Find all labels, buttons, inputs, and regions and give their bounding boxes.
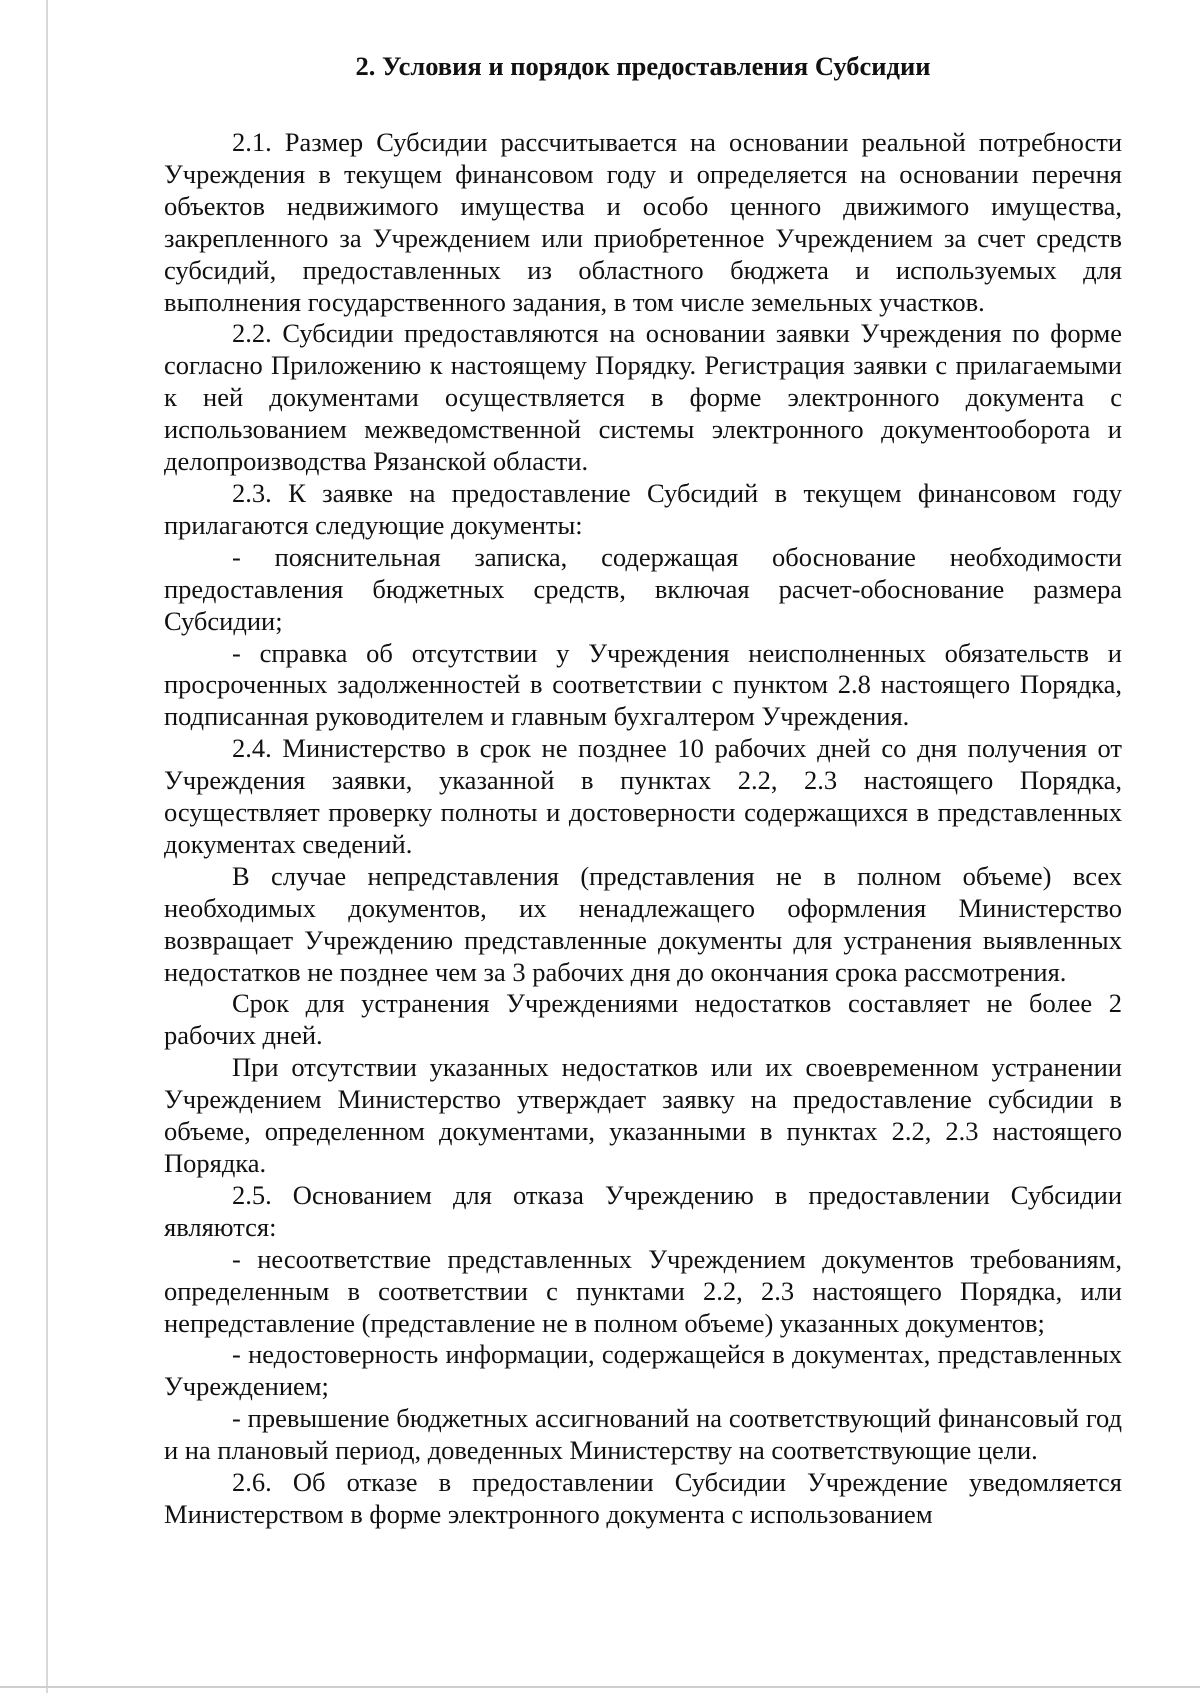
paragraph-approval: При отсутствии указанных недостатков или их своевременном устранении Учреждением Министерство утверждает заявку на предоставление субсидии в объеме, определенном документами, указанными в пунктах 2.2, 2.3 настоящего Порядка. <box>164 1052 1122 1178</box>
paragraph-2-6: 2.6. Об отказе в предоставлении Субсидии Учреждение уведомляется Министерством в форме электронного документа с использованием <box>164 1467 1122 1529</box>
paragraph-2-2: 2.2. Субсидии предоставляются на основании заявки Учреждения по форме согласно Приложению к настоящему Порядку. Регистрация заявки с прилагаемыми к ней документами осуществляется в форме электронного документа с использованием межведомственной системы электронного документооборота и делопроизводства Рязанской области. <box>164 318 1122 477</box>
list-item-non-compliance: - несоответствие представленных Учреждением документов требованиям, определенным в соответствии с пунктами 2.2, 2.3 настоящего Порядка, или непредставление (представление не в полном объеме) указанных документов; <box>164 1243 1122 1338</box>
scan-edge-left <box>46 0 48 1693</box>
list-item-explanatory-note: - пояснительная записка, содержащая обоснование необходимости предоставления бюджетных средств, включая расчет-обоснование размера Субсидии; <box>164 541 1122 636</box>
document-content <box>164 50 1122 1531</box>
list-item-unreliable-info: - недостоверность информации, содержащейся в документах, представленных Учреждением; <box>164 1339 1122 1402</box>
list-item-certificate: - справка об отсутствии у Учреждения неисполненных обязательств и просроченных задолженностей в соответствии с пунктом 2.8 настоящего Порядка, подписанная руководителем и главным бухгалтером Учреждения. <box>164 637 1122 732</box>
paragraph-2-1: 2.1. Размер Субсидии рассчитывается на основании реальной потребности Учреждения в текущем финансовом году и определяется на основании перечня объектов недвижимого имущества и особо ценного движимого имущества, закрепленного за Учреждением или приобретенное Учреждением за счет средств субсидий, предоставленных из областного бюджета и используемых для выполнения государственного задания, в том числе земельных участков. <box>164 127 1122 317</box>
list-item-budget-excess: - превышение бюджетных ассигнований на соответствующий финансовый год и на плановый период, доведенных Министерству на соответствующие цели. <box>164 1403 1122 1466</box>
paragraph-2-5: 2.5. Основанием для отказа Учреждению в предоставлении Субсидии являются: <box>164 1179 1122 1242</box>
paragraph-correction-deadline: Срок для устранения Учреждениями недостатков составляет не более 2 рабочих дней. <box>164 988 1122 1051</box>
paragraph-2-4: 2.4. Министерство в срок не позднее 10 рабочих дней со дня получения от Учреждения заявки, указанной в пунктах 2.2, 2.3 настоящего Порядка, осуществляет проверку полноты и достоверности содержащихся в представленных документах сведений. <box>164 733 1122 859</box>
paragraph-incomplete-documents: В случае непредставления (представления не в полном объеме) всех необходимых документов, их ненадлежащего оформления Министерство возвращает Учреждению представленные документы для устранения выявленных недостатков не позднее чем за 3 рабочих дня до окончания срока рассмотрения. <box>164 860 1122 987</box>
paragraph-2-3: 2.3. К заявке на предоставление Субсидий в текущем финансовом году прилагаются следующие документы: <box>164 477 1122 540</box>
scan-edge-bottom <box>0 1686 1200 1688</box>
section-title: 2. Условия и порядок предоставления Субсидии <box>355 51 931 81</box>
